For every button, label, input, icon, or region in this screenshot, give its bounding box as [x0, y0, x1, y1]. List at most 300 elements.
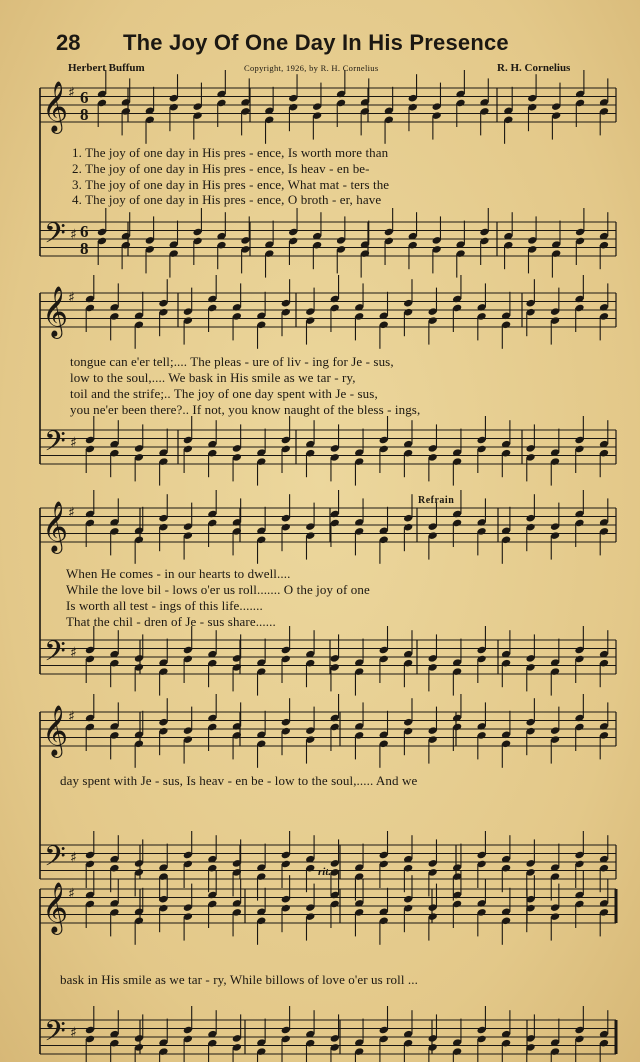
system-3-treble-alto-note: [599, 527, 609, 555]
system-1-treble-alto-note: [336, 99, 346, 127]
system-3-bass-low-note: [379, 655, 389, 683]
system-2-treble-note: [452, 275, 462, 303]
system-4-bass-note: [256, 844, 266, 872]
system-1-bass-note: [503, 212, 513, 240]
system-4-treble-note: [354, 702, 364, 730]
system-3-bass-low-note: [330, 663, 340, 691]
lyric-s2-v2: low to the soul,.... We bask in His smile as we tar - ry,: [70, 370, 356, 385]
system-5-bass-note: [599, 1010, 609, 1038]
system-4-treble-note: [207, 694, 217, 722]
system-3-treble-alto-note: [501, 535, 511, 563]
system-2-treble-note: [134, 292, 144, 320]
system-5-bass-clef-icon: 𝄢: [44, 1015, 66, 1055]
system-4-treble-alto-note: [158, 727, 168, 755]
system-4-treble-alto-note: [183, 735, 193, 763]
system-2-treble-clef-icon: 𝄞: [42, 286, 69, 337]
lyric-s1-v3: 3. The joy of one day in His pres - ence, What mat - ters the: [72, 177, 390, 192]
system-1-treble-note: [240, 78, 250, 106]
system-1-bass-low-note: [145, 245, 155, 273]
system-1-treble-alto-note: [599, 107, 609, 135]
system-1-bass-low-note: [575, 237, 585, 265]
system-5-bass-low-note: [574, 1035, 584, 1062]
system-2-bass-low-note: [477, 445, 487, 473]
system-1-bass-low-note: [312, 241, 322, 269]
system-2-bass-note: [403, 420, 413, 448]
system-4-treble-alto-note: [85, 723, 95, 751]
system-3-treble-note: [256, 507, 266, 535]
system-4-treble-alto-note: [574, 723, 584, 751]
system-2-bass-low-note: [232, 453, 242, 481]
system-1-treble-note: [97, 70, 107, 98]
system-1-bass-low-note: [599, 241, 609, 269]
system-1-treble-alto-note: [97, 99, 107, 127]
system-2-treble-note: [379, 292, 389, 320]
copyright-notice: Copyright, 1926, by R. H. Cornelius: [244, 63, 379, 73]
system-4-bass-note: [158, 844, 168, 872]
system-2-treble-note: [109, 283, 119, 311]
system-1-treble-note: [503, 87, 513, 115]
system-1-bass-low-note: [288, 237, 298, 265]
system-4-treble-clef-icon: 𝄞: [42, 705, 69, 756]
system-5-bass-low-note: [477, 1035, 487, 1062]
system-2-bass-note: [256, 429, 266, 457]
system-2-treble-note: [477, 283, 487, 311]
system-1-bass-time-sig: [80, 222, 89, 258]
system-5-treble-alto-note: [525, 904, 535, 932]
system-3-bass-clef-icon: 𝄢: [44, 635, 66, 675]
system-1-treble-note: [264, 87, 274, 115]
system-1-bass-low-note: [216, 241, 226, 269]
system-3-treble-alto-note: [256, 535, 266, 563]
system-3-bass-low-note: [428, 663, 438, 691]
system-5-treble-alto-note: [574, 900, 584, 928]
lyric-s2-v1: tongue can e'er tell;.... The pleas - ure of liv - ing for Je - sus,: [70, 354, 394, 369]
system-3-bass-key-sharp-icon: ♯: [70, 645, 77, 661]
system-1-treble-clef-icon: 𝄞: [42, 81, 69, 132]
system-4-bass-low-note: [379, 860, 389, 888]
system-3-treble-note: [85, 490, 95, 518]
system-3-bass-low-note: [134, 663, 144, 691]
system-2-treble-note: [207, 275, 217, 303]
system-5-treble-alto-note: [477, 908, 487, 936]
music-credit: R. H. Cornelius: [497, 62, 571, 74]
system-4-treble-alto-note: [501, 739, 511, 767]
system-4-treble-key-sharp-icon: ♯: [68, 709, 75, 725]
system-3-bass-low-note: [183, 655, 193, 683]
system-5-bass-low-note: [599, 1039, 609, 1062]
system-5-bass-low-note: [354, 1047, 364, 1062]
system-5-bass-note: [403, 1010, 413, 1038]
svg-text:8: 8: [80, 239, 89, 258]
system-1-treble-alto-note: [193, 111, 203, 139]
system-3-treble-note: [134, 507, 144, 535]
system-3-bass-low-note: [207, 659, 217, 687]
system-1-bass-low-note: [551, 249, 561, 277]
system-1-bass-low-note: [336, 245, 346, 273]
system-2-treble-alto-note: [183, 316, 193, 344]
system-4-treble-note: [501, 711, 511, 739]
system-4-bass-key-sharp-icon: ♯: [70, 850, 77, 866]
system-2-treble-alto-note: [330, 304, 340, 332]
system-4-bass-note: [452, 844, 462, 872]
system-3-treble-alto-note: [305, 531, 315, 559]
system-4-treble-note: [330, 694, 340, 722]
system-5-treble-alto-note: [207, 900, 217, 928]
system-2-treble-alto-note: [477, 312, 487, 340]
system-1-bass-key-sharp-icon: ♯: [70, 227, 77, 243]
system-3-bass-note: [109, 630, 119, 658]
system-2-treble-note: [354, 283, 364, 311]
system-1-treble-note: [455, 70, 465, 98]
system-3-treble-note: [232, 498, 242, 526]
system-4-treble-alto-note: [525, 727, 535, 755]
system-5-bass-low-note: [403, 1039, 413, 1062]
system-2-bass-low-note: [550, 457, 560, 485]
system-2-bass-low-note: [403, 449, 413, 477]
system-3-bass-note: [452, 639, 462, 667]
system-3-treble-alto-note: [183, 531, 193, 559]
system-4-treble-note: [477, 702, 487, 730]
system-5-bass-key-sharp-icon: ♯: [70, 1025, 77, 1041]
lyric-s1-v1: 1. The joy of one day in His pres - ence, Is worth more than: [72, 145, 389, 160]
lyric-s1-v2: 2. The joy of one day in His pres - ence, Is heav - en be-: [72, 161, 370, 176]
system-5-bass-low-note: [550, 1047, 560, 1062]
system-4-bass-note: [550, 844, 560, 872]
system-2-bass-clef-icon: 𝄢: [44, 425, 66, 465]
system-2-bass-low-note: [428, 453, 438, 481]
system-2-treble-alto-note: [134, 320, 144, 348]
system-4-treble-alto-note: [599, 731, 609, 759]
words-credit: Herbert Buffum: [68, 62, 145, 74]
system-2-bass-low-note: [354, 457, 364, 485]
system-5-bass-note: [354, 1019, 364, 1047]
system-5-bass-low-note: [207, 1039, 217, 1062]
system-3-bass-low-note: [477, 655, 487, 683]
system-3-treble-note: [501, 507, 511, 535]
system-2-treble-alto-note: [281, 308, 291, 336]
system-1-bass-low-note: [432, 245, 442, 273]
system-5-bass-note: [256, 1019, 266, 1047]
system-2-bass-low-note: [574, 445, 584, 473]
system-2-bass-low-note: [183, 445, 193, 473]
system-3-treble-alto-note: [281, 523, 291, 551]
system-3-treble-alto-note: [207, 519, 217, 547]
system-3-bass-low-note: [403, 659, 413, 687]
system-4-treble-alto-note: [354, 731, 364, 759]
system-1-treble-note: [384, 87, 394, 115]
system-1-bass-low-note: [97, 237, 107, 265]
system-2-treble-alto-note: [85, 304, 95, 332]
system-3-treble-note: [379, 507, 389, 535]
system-1-bass-low-note: [527, 245, 537, 273]
system-3-bass-low-note: [452, 667, 462, 695]
system-2-bass-low-note: [330, 453, 340, 481]
system-1-treble-alto-note: [384, 115, 394, 143]
system-5-treble-alto-note: [134, 916, 144, 944]
lyric-s2-v3: toil and the strife;.. The joy of one day spent with Je - sus,: [70, 386, 378, 401]
system-1-treble-note: [575, 70, 585, 98]
system-2-treble-alto-note: [354, 312, 364, 340]
lyric-s3-v2: While the love bil - lows o'er us roll....... O the joy of one: [66, 582, 370, 597]
system-1-bass-low-note: [408, 241, 418, 269]
system-4-bass-note: [403, 835, 413, 863]
system-1-treble-alto-note: [408, 103, 418, 131]
system-2-bass-low-note: [134, 453, 144, 481]
system-4-bass-note: [207, 835, 217, 863]
system-4-treble-note: [232, 702, 242, 730]
system-1-bass-low-note: [455, 249, 465, 277]
system-1-treble-alto-note: [455, 99, 465, 127]
system-5-bass-low-note: [501, 1039, 511, 1062]
system-4-treble-alto-note: [428, 735, 438, 763]
system-3-bass-note: [305, 630, 315, 658]
system-1-treble-alto-note: [503, 115, 513, 143]
system-2-bass-low-note: [501, 449, 511, 477]
system-1-treble-note: [216, 70, 226, 98]
system-1-bass-low-note: [360, 249, 370, 277]
system-5-treble-key-sharp-icon: ♯: [68, 886, 75, 902]
system-4-treble-alto-note: [305, 735, 315, 763]
system-3-bass-low-note: [281, 655, 291, 683]
system-3-bass-note: [550, 639, 560, 667]
system-4-treble-alto-note: [379, 739, 389, 767]
system-5-bass-low-note: [183, 1035, 193, 1062]
system-5-treble-alto-note: [305, 912, 315, 940]
system-2-bass-note: [158, 429, 168, 457]
system-4-treble-note: [85, 694, 95, 722]
system-2-treble-alto-note: [574, 304, 584, 332]
system-3-treble-alto-note: [452, 519, 462, 547]
hymn-number: 28: [56, 30, 81, 55]
system-1-bass-low-note: [264, 249, 274, 277]
system-2-bass-low-note: [281, 445, 291, 473]
system-2-bass-note: [501, 420, 511, 448]
system-1-treble-note: [599, 78, 609, 106]
system-2-treble-alto-note: [256, 320, 266, 348]
system-3-bass-low-note: [232, 663, 242, 691]
hymn-title: The Joy Of One Day In His Presence: [123, 30, 509, 55]
system-3-treble-alto-note: [477, 527, 487, 555]
system-2-treble-alto-note: [501, 320, 511, 348]
system-4-treble-note: [109, 702, 119, 730]
system-3-bass-low-note: [501, 659, 511, 687]
system-2-treble-alto-note: [452, 304, 462, 332]
system-3-treble-key-sharp-icon: ♯: [68, 505, 75, 521]
system-5-treble-alto-note: [452, 900, 462, 928]
system-2-bass-note: [109, 420, 119, 448]
system-1-treble-key-sharp-icon: ♯: [68, 85, 75, 101]
system-1-bass-note: [264, 221, 274, 249]
system-2-treble-note: [501, 292, 511, 320]
system-3-treble-alto-note: [134, 535, 144, 563]
system-5-treble-note: [379, 888, 389, 916]
system-4-bass-note: [305, 835, 315, 863]
system-2-treble-alto-note: [403, 308, 413, 336]
system-1-treble-alto-note: [121, 107, 131, 135]
system-4-treble-alto-note: [134, 739, 144, 767]
system-5-treble-alto-note: [379, 916, 389, 944]
system-2-treble-alto-note: [379, 320, 389, 348]
system-2-bass-note: [452, 429, 462, 457]
system-5-bass-note: [158, 1019, 168, 1047]
tempo-mark: rit.: [318, 866, 332, 878]
system-2-treble-alto-note: [550, 316, 560, 344]
system-3-treble-note: [330, 490, 340, 518]
system-1-bass-low-note: [193, 237, 203, 265]
system-5-treble-alto-note: [158, 904, 168, 932]
system-3-bass-low-note: [550, 667, 560, 695]
system-5-bass-note: [109, 1010, 119, 1038]
system-1-treble-note: [145, 87, 155, 115]
system-1-treble-alto-note: [432, 111, 442, 139]
system-1-treble-alto-note: [264, 115, 274, 143]
system-1-treble-alto-note: [575, 99, 585, 127]
system-3-bass-low-note: [525, 663, 535, 691]
system-5-treble-alto-note: [232, 908, 242, 936]
system-4-bass-note: [109, 835, 119, 863]
system-2-treble-note: [256, 292, 266, 320]
system-1-bass-low-note: [384, 237, 394, 265]
system-3-treble-alto-note: [330, 519, 340, 547]
system-4-treble-alto-note: [330, 723, 340, 751]
system-4-treble-note: [134, 711, 144, 739]
system-3-treble-note: [109, 498, 119, 526]
system-5-bass-low-note: [109, 1039, 119, 1062]
system-3-bass-note: [158, 639, 168, 667]
system-1-bass-clef-icon: 𝄢: [44, 217, 66, 257]
system-5-treble-alto-note: [550, 912, 560, 940]
system-2-bass-low-note: [158, 457, 168, 485]
system-4-treble-note: [256, 711, 266, 739]
system-3-treble-note: [574, 490, 584, 518]
system-5-bass-note: [501, 1010, 511, 1038]
lyric-s3-v3: Is worth all test - ings of this life.......: [66, 598, 263, 613]
system-3-bass-note: [501, 630, 511, 658]
system-3-bass-note: [207, 630, 217, 658]
system-2-treble-alto-note: [525, 308, 535, 336]
system-4-treble-alto-note: [477, 731, 487, 759]
system-2-treble-alto-note: [428, 316, 438, 344]
lyric-s3-v4: That the chil - dren of Je - sus share......: [66, 614, 276, 629]
system-5-bass-low-note: [85, 1035, 95, 1062]
system-3-treble-alto-note: [158, 523, 168, 551]
system-2-bass-low-note: [207, 449, 217, 477]
system-4-treble-note: [599, 702, 609, 730]
system-1-bass-low-note: [169, 249, 179, 277]
system-2-bass-note: [550, 429, 560, 457]
system-5-bass-note: [550, 1019, 560, 1047]
lyric-s2-v4: you ne'er been there?.. If not, you know naught of the bless - ings,: [70, 402, 421, 417]
system-1-bass-note: [169, 221, 179, 249]
system-4-treble-alto-note: [403, 727, 413, 755]
system-4-treble-alto-note: [256, 739, 266, 767]
lyric-s3-v1: When He comes - in our hearts to dwell....: [66, 566, 291, 581]
system-3-treble-alto-note: [85, 519, 95, 547]
system-3-bass-note: [256, 639, 266, 667]
system-2-bass-low-note: [109, 449, 119, 477]
system-3-treble-note: [354, 498, 364, 526]
system-3-treble-alto-note: [109, 527, 119, 555]
system-1-bass-note: [312, 212, 322, 240]
system-5-treble-alto-note: [109, 908, 119, 936]
system-4-treble-alto-note: [109, 731, 119, 759]
system-3-bass-low-note: [109, 659, 119, 687]
system-5-bass-low-note: [256, 1047, 266, 1062]
system-3-treble-clef-icon: 𝄞: [42, 501, 69, 552]
system-5-treble-alto-note: [403, 904, 413, 932]
system-2-treble-alto-note: [158, 308, 168, 336]
system-1-treble-note: [336, 70, 346, 98]
system-2-bass-note: [354, 429, 364, 457]
system-2-bass-low-note: [305, 449, 315, 477]
system-5-treble-alto-note: [85, 900, 95, 928]
system-5-bass-low-note: [452, 1047, 462, 1062]
system-5-treble-clef-icon: 𝄞: [42, 882, 69, 933]
system-3-bass-low-note: [256, 667, 266, 695]
system-1-treble-note: [121, 78, 131, 106]
system-3-treble-note: [477, 498, 487, 526]
system-4-bass-note: [501, 835, 511, 863]
system-1-bass-note: [455, 221, 465, 249]
svg-text:6: 6: [80, 88, 89, 107]
system-3-bass-low-note: [354, 667, 364, 695]
system-1-bass-note: [408, 212, 418, 240]
system-4-bass-note: [354, 844, 364, 872]
system-1-treble-alto-note: [145, 115, 155, 143]
lyric-s5-v1: bask in His smile as we tar - ry, While billows of love o'er us roll ...: [60, 972, 418, 987]
system-5-bass-note: [207, 1010, 217, 1038]
system-2-treble-alto-note: [232, 312, 242, 340]
system-2-bass-note: [599, 420, 609, 448]
system-2-treble-alto-note: [599, 312, 609, 340]
lyric-s4-v1: day spent with Je - sus, Is heav - en be - low to the soul,..... And we: [60, 773, 418, 788]
system-5-treble-alto-note: [501, 916, 511, 944]
system-5-treble-alto-note: [281, 904, 291, 932]
system-1-bass-low-note: [479, 237, 489, 265]
system-4-treble-note: [452, 694, 462, 722]
system-4-bass-clef-icon: 𝄢: [44, 840, 66, 880]
system-1-bass-low-note: [503, 241, 513, 269]
system-5-treble-alto-note: [183, 912, 193, 940]
system-1-treble-note: [360, 78, 370, 106]
system-1-treble-time-sig: [80, 88, 89, 124]
system-3-bass-low-note: [599, 659, 609, 687]
system-3-bass-low-note: [85, 655, 95, 683]
system-5-bass-low-note: [281, 1035, 291, 1062]
system-2-treble-key-sharp-icon: ♯: [68, 290, 75, 306]
system-1-treble-alto-note: [169, 103, 179, 131]
system-2-bass-low-note: [599, 449, 609, 477]
system-1-treble-note: [479, 78, 489, 106]
system-2-treble-note: [85, 275, 95, 303]
system-2-treble-alto-note: [305, 316, 315, 344]
system-2-treble-note: [574, 275, 584, 303]
system-5-treble-alto-note: [599, 908, 609, 936]
refrain-label: Refrain: [418, 495, 455, 506]
system-1-bass-note: [599, 212, 609, 240]
system-3-treble-alto-note: [574, 519, 584, 547]
system-5-bass-low-note: [305, 1039, 315, 1062]
system-5-bass-note: [305, 1010, 315, 1038]
system-5-bass-low-note: [158, 1047, 168, 1062]
system-1-treble-alto-note: [216, 99, 226, 127]
system-3-treble-alto-note: [403, 523, 413, 551]
system-1-treble-alto-note: [551, 111, 561, 139]
svg-text:8: 8: [80, 105, 89, 124]
system-3-treble-alto-note: [379, 535, 389, 563]
system-1-treble-alto-note: [527, 103, 537, 131]
system-5-treble-alto-note: [428, 912, 438, 940]
